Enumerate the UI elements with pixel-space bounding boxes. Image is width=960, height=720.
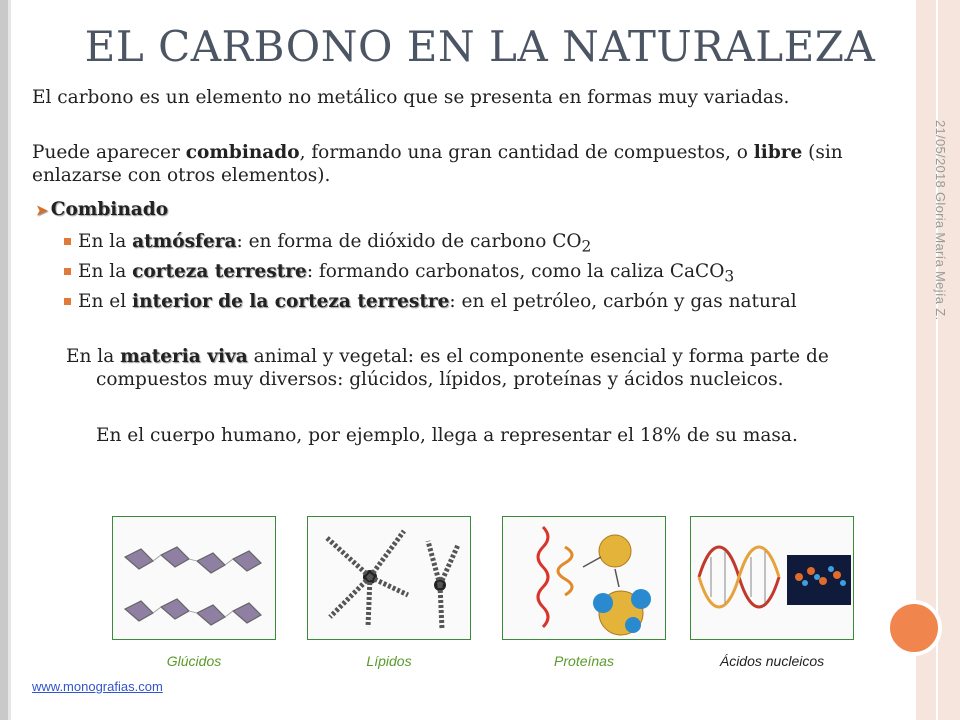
square-bullet-icon <box>64 298 71 305</box>
square-bullet-icon <box>64 268 71 275</box>
lipidos-molecule-figure <box>308 517 471 640</box>
item-post: : en el petróleo, carbón y gas natural <box>449 291 797 312</box>
slide-title: EL CARBONO EN LA NATURALEZA <box>84 22 876 71</box>
arrow-bullet-icon: ➤ <box>36 203 48 219</box>
intro-2-libre: libre <box>753 142 803 163</box>
source-link[interactable]: www.monografias.com <box>32 679 163 694</box>
item-post: : en forma de dióxido de carbono CO <box>236 231 582 252</box>
left-border-inner <box>8 0 11 720</box>
glucidos-molecule-figure <box>113 517 276 640</box>
list-item-atmosfera <box>78 230 898 259</box>
item-subscript: 3 <box>724 267 735 286</box>
proteinas-molecule-figure <box>503 517 666 640</box>
square-bullet-icon <box>64 238 71 245</box>
bullet-combinado <box>36 199 168 220</box>
bullet-combinado-label: Combinado <box>50 199 169 220</box>
intro-2-text-c: , formando una gran cantidad de compuestos, o <box>299 142 754 163</box>
human-body-paragraph: En el cuerpo humano, por ejemplo, llega a representar el 18% de su masa. <box>96 425 798 446</box>
left-border <box>0 0 8 720</box>
materia-viva-paragraph <box>66 345 922 391</box>
caption-proteinas: Proteínas <box>554 653 614 669</box>
intro-2-combinado: combinado <box>185 142 300 163</box>
side-date-author: 21/05/2018 Gloria María Mejía Z. <box>933 120 948 321</box>
caption-acidos-nucleicos: Ácidos nucleicos <box>719 653 825 669</box>
list-item-interior <box>78 290 898 313</box>
orange-circle-decor <box>886 600 942 656</box>
item-pre: En la <box>78 231 133 252</box>
image-acidos-nucleicos <box>690 516 854 640</box>
intro-paragraph-1: El carbono es un elemento no metálico que se presenta en formas muy variadas. <box>32 87 790 108</box>
item-pre: En el <box>78 291 133 312</box>
materia-post: animal y vegetal: es el componente esencial y forma parte de compuestos muy diversos: glúcidos, lípidos, proteínas y ácidos nucleicos. <box>96 346 829 390</box>
item-emphasis: corteza terrestre <box>132 261 307 282</box>
item-subscript: 2 <box>581 237 592 256</box>
intro-2-text-e: (sin enlazarse con otros elementos). <box>32 142 843 186</box>
image-glucidos <box>112 516 276 640</box>
image-lipidos <box>307 516 471 640</box>
list-item-corteza <box>78 260 898 289</box>
materia-pre: En la <box>66 346 121 367</box>
item-post: : formando carbonatos, como la caliza CaCO <box>306 261 725 282</box>
item-pre: En la <box>78 261 133 282</box>
image-proteinas <box>502 516 666 640</box>
item-emphasis: interior de la corteza terrestre <box>132 291 450 312</box>
intro-paragraph-2 <box>32 141 912 187</box>
caption-glucidos: Glúcidos <box>166 653 222 669</box>
caption-lipidos: Lípidos <box>366 653 412 669</box>
materia-emphasis: materia viva <box>120 346 248 367</box>
item-emphasis: atmósfera <box>132 231 237 252</box>
intro-2-text-a: Puede aparecer <box>32 142 186 163</box>
acidos-nucleicos-figure <box>691 517 854 640</box>
